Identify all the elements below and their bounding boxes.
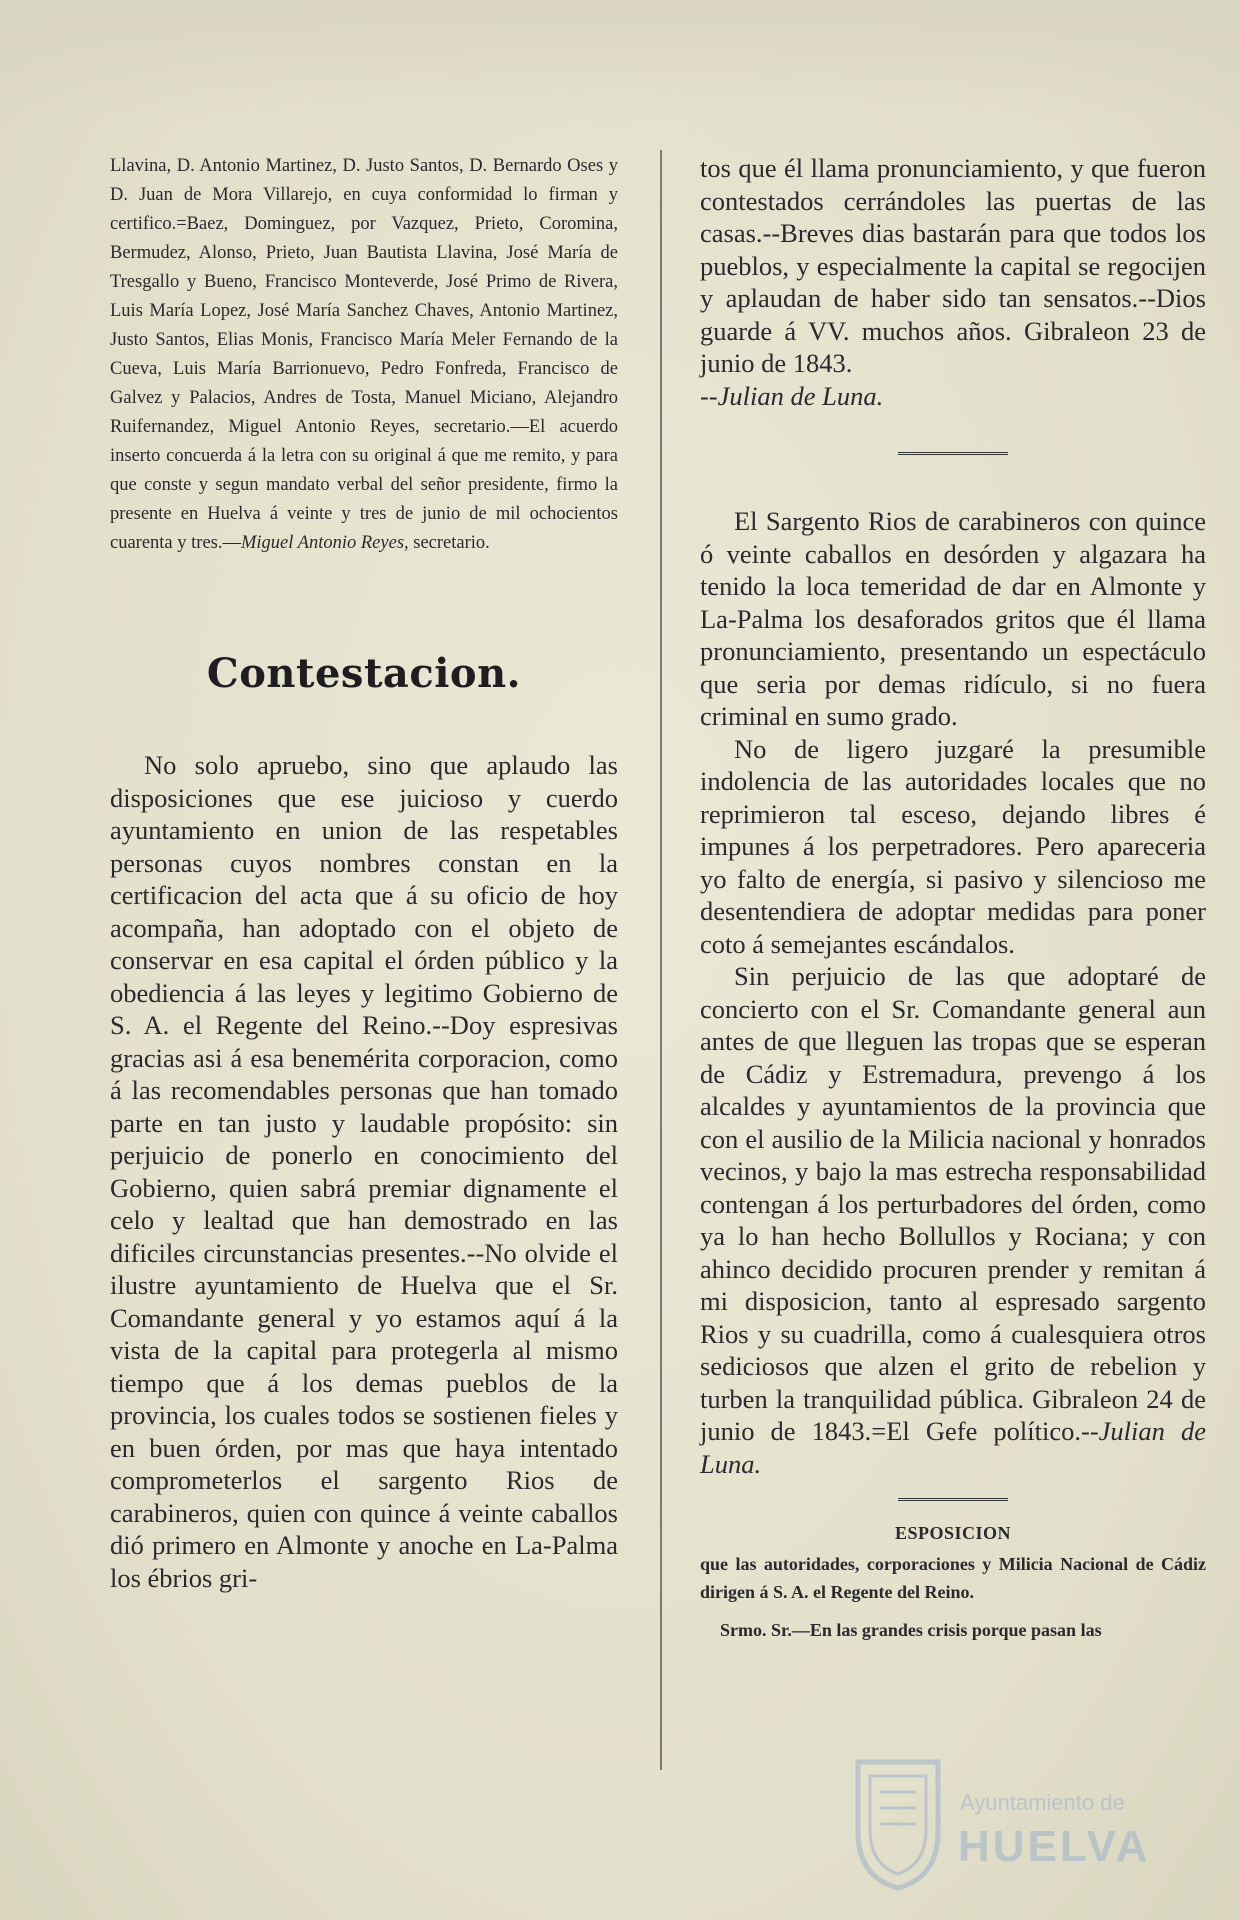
- contestacion-body: No solo apruebo, sino que aplaudo las disposiciones que ese juicioso y cuerdo ayuntamiento en union de las respetables personas cuyos nombres constan en la certificacion del acta que á su oficio de hoy acompaña, han adoptado con el objeto de conservar en esa capital el órden público y la obediencia á las leyes y legitimo Gobierno de S. A. el Regente del Reino.--Doy espresivas gracias asi á esa benemérita corporacion, como á las recomendables personas que han tomado parte en tan justo y laudable propósito: sin perjuicio de ponerlo en conocimiento del Gobierno, quien sabrá premiar dignamente el celo y lealtad que han demostrado en las dificiles circunstancias presentes.--No olvide el ilustre ayuntamiento de Huelva que el Sr. Comandante general y yo estamos aquí á la vista de la capital para protegerla al mismo tiempo que á los demas pueblos de la provincia, los cuales todos se sostienen fieles y en buen órden, por mas que haya intentado comprometerlos el sargento Rios de carabineros, quien con quince á veinte caballos dió primero en Almonte y anoche en La-Palma los ébrios gri-: [110, 750, 618, 1593]
- rios-paragraph-2: No de ligero juzgaré la presumible indolencia de las autoridades locales que no reprimieron tal esceso, dejando libres é impunes á los perpetradores. Pero apareceria yo falto de energía, si pasivo y silencioso me desentendiera de adoptar medidas para poner coto á semejantes escándalos.: [700, 733, 1206, 959]
- show-through-shadow: [0, 0, 1240, 120]
- watermark-line-2: HUELVA: [958, 1822, 1151, 1871]
- column-divider: [660, 150, 662, 1770]
- continuation-text: tos que él llama pronunciamiento, y que fueron contestados cerrándoles las puertas de las casas.--Breves dias bastarán para que todos los pueblos, y especialmente la capital se regocijen y aplaudan de haber sido tan sensatos.--Dios guarde á VV. muchos años. Gibraleon 23 de junio de 1843.: [700, 153, 1206, 378]
- rios-signature: Julian de Luna.: [700, 1416, 1206, 1479]
- left-column: [110, 152, 618, 1594]
- separator-rule: [898, 452, 1008, 459]
- rios-paragraph-3: [700, 960, 1206, 1480]
- esposicion-title: ESPOSICION: [894, 1523, 1012, 1543]
- rios-paragraph-1: El Sargento Rios de carabineros con quince ó veinte caballos en desórden y algazara ha tenido la loca temeridad de dar en Almonte y La-Palma los desaforados gritos que él llama pronunciamiento, presentando un espectáculo que seria por demas ridículo, si no fuera criminal en sumo grado.: [700, 506, 1206, 731]
- continuation-paragraph: [700, 152, 1206, 412]
- intro-text: Llavina, D. Antonio Martinez, D. Justo Santos, D. Bernardo Oses y D. Juan de Mora Villarejo, en cuya conformidad lo firman y certifico.=Baez, Dominguez, por Vazquez, Prieto, Coromina, Bermudez, Alonso, Prieto, Juan Bautista Llavina, José María de Tresgallo y Bueno, Francisco Monteverde, José Primo de Rivera, Luis María Lopez, José María Sanchez Chaves, Antonio Martinez, Justo Santos, Elias Monis, Francisco María Meler Fernando de la Cueva, Luis María Barrionuevo, Pedro Fonfreda, Francisco de Galvez y Palacios, Andres de Tosta, Manuel Miciano, Alejandro Ruifernandez, Miguel Antonio Reyes, secretario.—El acuerdo inserto concuerda á la letra con su original á que me remito, y para que conste y segun mandato verbal del señor presidente, firmo la presente en Huelva á veinte y tres de junio de mil ochocientos cuarenta y tres.—: [110, 156, 618, 553]
- watermark-line-1: Ayuntamiento de: [960, 1790, 1125, 1815]
- esposicion-body: Srmo. Sr.—En las grandes crisis porque pasan las: [720, 1620, 1102, 1640]
- intro-signature: Miguel Antonio Reyes,: [240, 533, 409, 553]
- coat-of-arms-icon: [850, 1752, 946, 1892]
- intro-end: secretario.: [408, 533, 490, 553]
- esposicion-subtitle: que las autoridades, corporaciones y Milicia Nacional de Cádiz dirigen á S. A. el Regente del Reino.: [700, 1554, 1206, 1602]
- right-column: [700, 152, 1206, 1644]
- section-heading: Contestacion.: [206, 650, 522, 697]
- intro-paragraph: [110, 152, 618, 558]
- archive-watermark: [850, 1752, 1220, 1902]
- continuation-signature: --Julian de Luna.: [700, 380, 884, 411]
- rios-paragraph-3-text: Sin perjuicio de las que adoptaré de concierto con el Sr. Comandante general aun antes de que lleguen las tropas que se esperan de Cádiz y Estremadura, prevengo á los alcaldes y ayuntamientos de la provincia que con el ausilio de la Milicia nacional y honrados vecinos, y bajo la mas estrecha responsabilidad contengan á los perturbadores del órden, como ya lo han hecho Bollullos y Rociana; y con ahinco decidido procuren prender y remitan á mi disposicion, tanto al espresado sargento Rios y su cuadrilla, como á cualesquiera otros sediciosos que alzen el grito de rebelion y turben la tranquilidad pública. Gibraleon 24 de junio de 1843.=El Gefe político.--: [700, 961, 1206, 1446]
- separator-rule-2: [898, 1498, 1008, 1505]
